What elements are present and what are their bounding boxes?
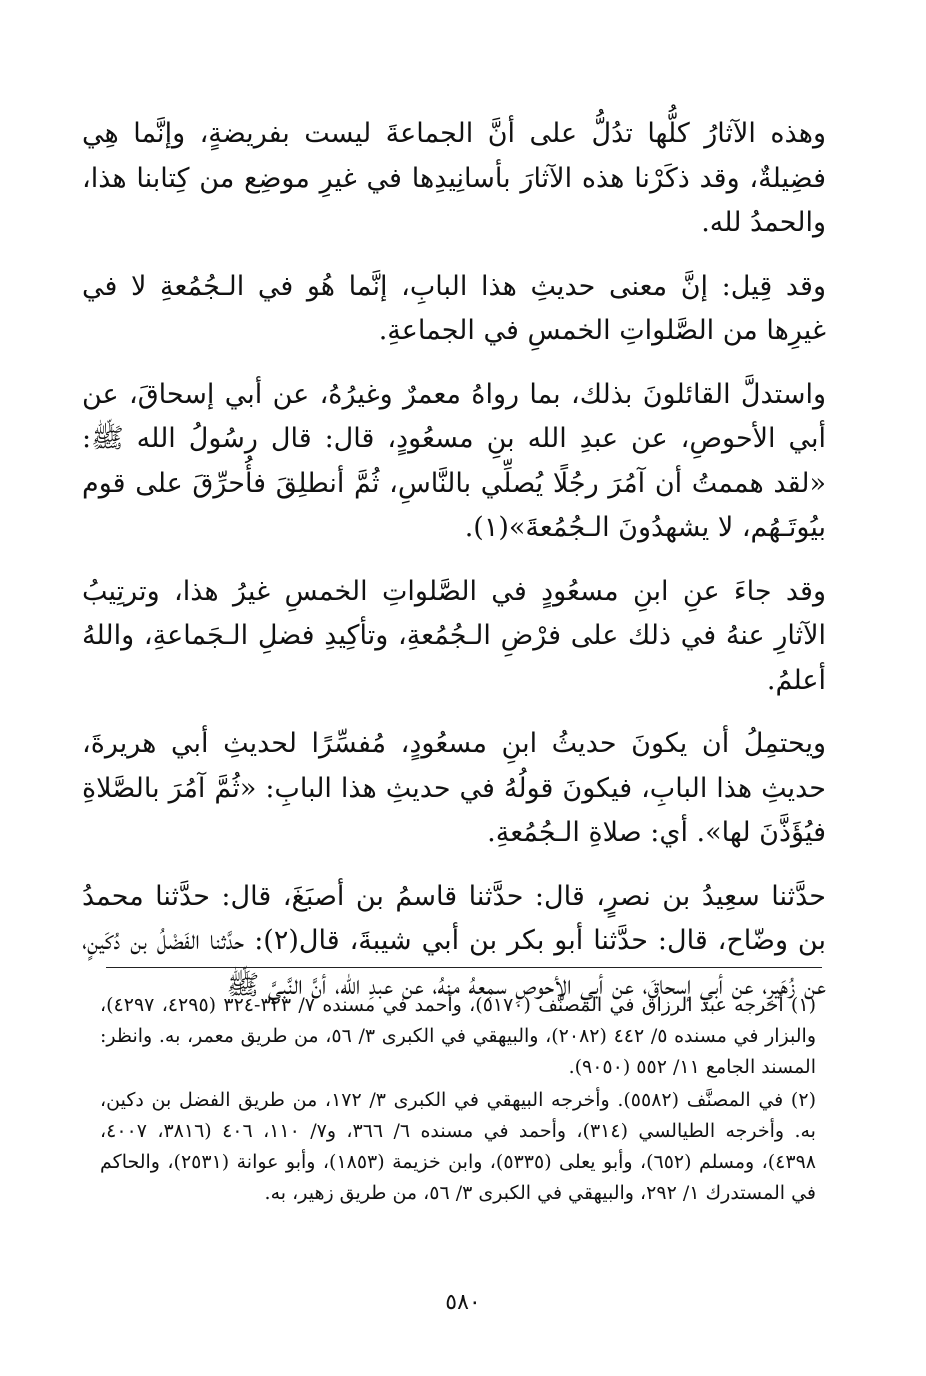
page-number: ٥٨٠ xyxy=(445,1290,481,1315)
footnotes xyxy=(100,990,816,1211)
main-text xyxy=(82,112,826,1027)
footnote: (١) أخرجه عبد الرزاق في المصنَّف (٥١٧٠)، وأحمد في مسنده ٧/ ٣٢٣-٣٢٤ (٤٢٩٥، ٤٢٩٧)، والبزار في مسنده ٥/ ٤٤٢ (٢٠٨٢)، والبيهقي في الكبرى ٣/ ٥٦، من طريق معمر، به. وانظر: المسند الجامع ١١/ ٥٥٢ (٩٠٥٠). xyxy=(100,994,816,1078)
footnote-divider xyxy=(106,967,822,968)
paragraph: حدَّثنا سعِيدُ بن نصرٍ، قال: حدَّثنا قاسمُ بن أصبَغَ، قال: حدَّثنا محمدُ بن وضّاح، قال: حدَّثنا أبو بكر بن أبي شيبةَ، قال(٢): حدَّثنا الفَضْلُ بن دُكَينٍ، عن زُهَيرٍ، عن أبي إسحاقَ، عن أبي الأحوصِ سمِعهُ منهُ، عن عبدِ الله، أنَّ النَّبيَّ ﷺ xyxy=(82,880,826,1001)
paragraph: ويحتمِلُ أن يكونَ حديثُ ابنِ مسعُودٍ، مُفسِّرًا لحديثِ أبي هريرةَ، حديثِ هذا البابِ، فيكونَ قولُهُ في حديثِ هذا البابِ: «ثُمَّ آمُرَ بالصَّلاةِ فيُؤَذَّنَ لها». أي: صلاةِ الـجُمُعةِ. xyxy=(82,728,826,848)
paragraph: وقد قِيل: إنَّ معنى حديثِ هذا البابِ، إنَّما هُو في الـجُمُعةِ لا في غيرِها من الصَّلواتِ الخمسِ في الجماعةِ. xyxy=(82,270,826,346)
paragraph: وقد جاءَ عنِ ابنِ مسعُودٍ في الصَّلواتِ الخمسِ غيرُ هذا، وترتِيبُ الآثارِ عنهُ في ذلك على فرْضِ الـجُمُعةِ، وتأكِيدِ فضلِ الـجَماعةِ، واللهُ أعلمُ. xyxy=(82,575,826,696)
footnote: (٢) في المصنَّف (٥٥٨٢). وأخرجه البيهقي في الكبرى ٣/ ١٧٢، من طريق الفضل بن دكين، به. وأخرجه الطيالسي (٣١٤)، وأحمد في مسنده ٦/ ٣٦٦، و٧/ ١١٠، ٤٠٦ (٣٨١٦، ٤٠٠٧، ٤٣٩٨)، ومسلم (٦٥٢)، وأبو يعلى (٥٣٣٥)، وابن خزيمة (١٨٥٣)، وأبو عوانة (٢٥٣١)، والحاكم في المستدرك ١/ ٢٩٢، والبيهقي في الكبرى ٣/ ٥٦، من طريق زهير، به. xyxy=(100,1089,816,1204)
paragraph: وهذه الآثارُ كلُّها تدُلُّ على أنَّ الجماعةَ ليست بفريضةٍ، وإنَّما هِي فضِيلةٌ، وقد ذكَرْنا هذه الآثارَ بأسانِيدِها في غيرِ موضِع من كِتابنا هذا، والحمدُ لله. xyxy=(82,118,827,238)
paragraph: واستدلَّ القائلونَ بذلك، بما رواهُ معمرٌ وغيرُهُ، عن أبي إسحاقَ، عن أبي الأحوصِ، عن عبدِ الله بنِ مسعُودٍ، قال: قال رسُولُ الله ﷺ: «لقد هممتُ أن آمُرَ رجُلًا يُصلِّي بالنَّاسِ، ثُمَّ أنطلِقَ فأُحرِّقَ على قوم بيُوتَـهُم، لا يشهدُونَ الـجُمُعةَ»(١). xyxy=(82,378,826,543)
